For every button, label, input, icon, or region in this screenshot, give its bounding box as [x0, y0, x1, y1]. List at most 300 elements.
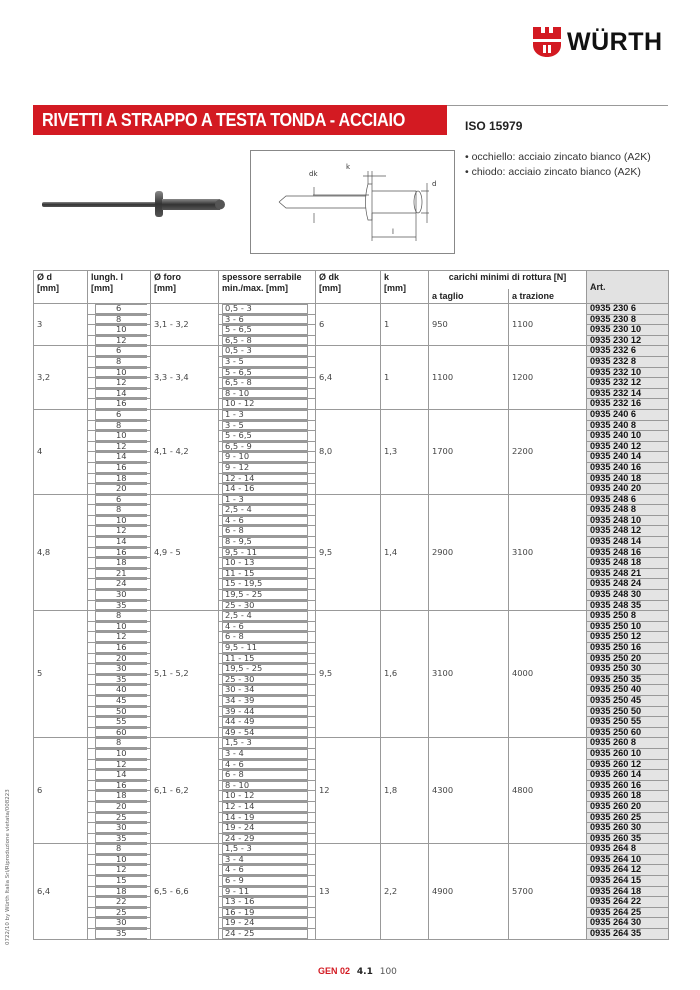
cell-grip-range: [219, 812, 316, 823]
materials-list: [465, 150, 651, 180]
cell-diameter: 4,8: [34, 494, 88, 611]
cell-length: [88, 579, 151, 590]
label-l: l: [392, 228, 394, 236]
length-value: 14: [95, 537, 147, 547]
cell-length: [88, 505, 151, 516]
length-value: 12: [95, 760, 147, 770]
cell-article-number: 0935 264 30: [587, 918, 669, 929]
grip-range-value: 14 - 19: [222, 813, 308, 823]
length-value: 14: [95, 452, 147, 462]
cell-article-number: 0935 248 21: [587, 568, 669, 579]
table-row: [34, 494, 669, 505]
cell-article-number: 0935 264 12: [587, 865, 669, 876]
footer-page-number: 100: [379, 967, 397, 977]
cell-article-number: 0935 250 20: [587, 653, 669, 664]
cell-head-diameter: 9,5: [316, 494, 381, 611]
length-value: 16: [95, 781, 147, 791]
cell-length: [88, 918, 151, 929]
cell-length: [88, 494, 151, 505]
header-dk-unit: [mm]: [319, 283, 341, 293]
cell-tension-load: 4000: [509, 611, 587, 738]
cell-length: [88, 674, 151, 685]
length-value: 6: [95, 495, 147, 505]
header-diameter-name: Ø d: [37, 272, 52, 282]
page-footer: [318, 966, 397, 977]
grip-range-value: 44 - 49: [222, 717, 308, 727]
footer-section: GEN 02: [318, 966, 351, 976]
grip-range-value: 12 - 14: [222, 802, 308, 812]
cell-article-number: 0935 232 14: [587, 388, 669, 399]
length-value: 12: [95, 865, 147, 875]
grip-range-value: 11 - 15: [222, 569, 308, 579]
grip-range-value: 19 - 24: [222, 823, 308, 833]
cell-article-number: 0935 248 18: [587, 558, 669, 569]
cell-grip-range: [219, 706, 316, 717]
cell-length: [88, 304, 151, 315]
cell-article-number: 0935 250 12: [587, 632, 669, 643]
label-k: k: [346, 163, 351, 171]
cell-grip-range: [219, 505, 316, 516]
cell-grip-range: [219, 674, 316, 685]
cell-article-number: 0935 230 8: [587, 314, 669, 325]
cell-article-number: 0935 248 16: [587, 547, 669, 558]
rivet-spec-table: [33, 270, 669, 940]
cell-article-number: 0935 232 16: [587, 399, 669, 410]
cell-hole: 5,1 - 5,2: [151, 611, 219, 738]
length-value: 8: [95, 738, 147, 748]
cell-length: [88, 717, 151, 728]
cell-head-height: 1,4: [381, 494, 429, 611]
grip-range-value: 5 - 6,5: [222, 431, 308, 441]
cell-article-number: 0935 248 14: [587, 537, 669, 548]
cell-length: [88, 441, 151, 452]
length-value: 10: [95, 431, 147, 441]
length-value: 30: [95, 664, 147, 674]
length-value: 35: [95, 834, 147, 844]
table-row: [34, 738, 669, 749]
cell-grip-range: [219, 897, 316, 908]
length-value: 22: [95, 897, 147, 907]
length-value: 20: [95, 802, 147, 812]
cell-head-height: 2,2: [381, 844, 429, 939]
cell-hole: 6,5 - 6,6: [151, 844, 219, 939]
cell-head-diameter: 12: [316, 738, 381, 844]
cell-grip-range: [219, 526, 316, 537]
length-value: 16: [95, 463, 147, 473]
length-value: 18: [95, 887, 147, 897]
cell-tension-load: 1100: [509, 304, 587, 346]
cell-hole: 6,1 - 6,2: [151, 738, 219, 844]
grip-range-value: 6,5 - 8: [222, 378, 308, 388]
cell-length: [88, 897, 151, 908]
length-value: 16: [95, 399, 147, 409]
cell-article-number: 0935 248 30: [587, 590, 669, 601]
cell-article-number: 0935 232 12: [587, 378, 669, 389]
cell-article-number: 0935 260 16: [587, 780, 669, 791]
cell-head-height: 1: [381, 346, 429, 410]
cell-grip-range: [219, 929, 316, 940]
grip-range-value: 9 - 10: [222, 452, 308, 462]
length-value: 18: [95, 558, 147, 568]
length-value: 14: [95, 389, 147, 399]
grip-range-value: 49 - 54: [222, 728, 308, 738]
cell-article-number: 0935 240 14: [587, 452, 669, 463]
cell-article-number: 0935 260 25: [587, 812, 669, 823]
length-value: 45: [95, 696, 147, 706]
grip-range-value: 2,5 - 4: [222, 611, 308, 621]
cell-head-diameter: 9,5: [316, 611, 381, 738]
grip-range-value: 5 - 6,5: [222, 325, 308, 335]
cell-grip-range: [219, 759, 316, 770]
length-value: 12: [95, 378, 147, 388]
cell-article-number: 0935 248 24: [587, 579, 669, 590]
cell-grip-range: [219, 441, 316, 452]
cell-diameter: 6,4: [34, 844, 88, 939]
cell-article-number: 0935 264 8: [587, 844, 669, 855]
grip-range-value: 9 - 11: [222, 887, 308, 897]
cell-article-number: 0935 240 6: [587, 409, 669, 420]
grip-range-value: 3 - 6: [222, 315, 308, 325]
cell-article-number: 0935 248 35: [587, 600, 669, 611]
cell-hole: 3,3 - 3,4: [151, 346, 219, 410]
grip-range-value: 9,5 - 11: [222, 643, 308, 653]
cell-article-number: 0935 264 25: [587, 907, 669, 918]
cell-grip-range: [219, 695, 316, 706]
cell-article-number: 0935 260 14: [587, 770, 669, 781]
header-head-height: [381, 271, 429, 304]
length-value: 35: [95, 601, 147, 611]
length-value: 25: [95, 908, 147, 918]
cell-grip-range: [219, 918, 316, 929]
cell-grip-range: [219, 685, 316, 696]
cell-diameter: 4: [34, 409, 88, 494]
cell-grip-range: [219, 632, 316, 643]
grip-range-value: 9,5 - 11: [222, 548, 308, 558]
header-length-unit: [mm]: [91, 283, 113, 293]
length-value: 14: [95, 770, 147, 780]
length-value: 8: [95, 611, 147, 621]
length-value: 8: [95, 315, 147, 325]
length-value: 10: [95, 749, 147, 759]
cell-grip-range: [219, 515, 316, 526]
cell-grip-range: [219, 643, 316, 654]
cell-article-number: 0935 250 45: [587, 695, 669, 706]
cell-length: [88, 801, 151, 812]
header-hole-name: Ø foro: [154, 272, 181, 282]
cell-article-number: 0935 260 8: [587, 738, 669, 749]
cell-grip-range: [219, 780, 316, 791]
grip-range-value: 16 - 19: [222, 908, 308, 918]
cell-length: [88, 653, 151, 664]
length-value: 6: [95, 410, 147, 420]
cell-length: [88, 388, 151, 399]
length-value: 10: [95, 516, 147, 526]
cell-length: [88, 611, 151, 622]
header-k-unit: [mm]: [384, 283, 406, 293]
grip-range-value: 4 - 6: [222, 760, 308, 770]
cell-hole: 4,9 - 5: [151, 494, 219, 611]
cell-length: [88, 462, 151, 473]
cell-length: [88, 770, 151, 781]
cell-article-number: 0935 230 6: [587, 304, 669, 315]
cell-article-number: 0935 260 35: [587, 833, 669, 844]
grip-range-value: 6 - 8: [222, 770, 308, 780]
header-length: [88, 271, 151, 304]
cell-grip-range: [219, 823, 316, 834]
cell-length: [88, 695, 151, 706]
cell-shear-load: 3100: [429, 611, 509, 738]
grip-range-value: 6 - 8: [222, 526, 308, 536]
cell-length: [88, 886, 151, 897]
cell-length: [88, 356, 151, 367]
cell-length: [88, 409, 151, 420]
cell-article-number: 0935 240 12: [587, 441, 669, 452]
cell-grip-range: [219, 494, 316, 505]
grip-range-value: 3 - 5: [222, 357, 308, 367]
cell-article-number: 0935 264 35: [587, 929, 669, 940]
cell-length: [88, 844, 151, 855]
cell-grip-range: [219, 717, 316, 728]
length-value: 12: [95, 526, 147, 536]
header-loads: carichi minimi di rottura [N]: [429, 271, 587, 290]
cell-length: [88, 812, 151, 823]
cell-grip-range: [219, 770, 316, 781]
cell-length: [88, 823, 151, 834]
cell-length: [88, 399, 151, 410]
length-value: 8: [95, 421, 147, 431]
cell-grip-range: [219, 590, 316, 601]
cell-shear-load: 4900: [429, 844, 509, 939]
length-value: 35: [95, 929, 147, 939]
header-grip-range: [219, 271, 316, 304]
cell-grip-range: [219, 462, 316, 473]
header-tension: a trazione: [509, 289, 587, 304]
cell-grip-range: [219, 431, 316, 442]
cell-grip-range: [219, 738, 316, 749]
header-hole: [151, 271, 219, 304]
cell-hole: 4,1 - 4,2: [151, 409, 219, 494]
cell-grip-range: [219, 907, 316, 918]
cell-grip-range: [219, 537, 316, 548]
cell-article-number: 0935 240 20: [587, 484, 669, 495]
cell-article-number: 0935 250 50: [587, 706, 669, 717]
cell-article-number: 0935 260 10: [587, 748, 669, 759]
grip-range-value: 34 - 39: [222, 696, 308, 706]
grip-range-value: 10 - 13: [222, 558, 308, 568]
cell-grip-range: [219, 568, 316, 579]
cell-shear-load: 1700: [429, 409, 509, 494]
grip-range-value: 0,5 - 3: [222, 304, 308, 314]
grip-range-value: 8 - 9,5: [222, 537, 308, 547]
grip-range-value: 4 - 6: [222, 622, 308, 632]
cell-tension-load: 1200: [509, 346, 587, 410]
cell-length: [88, 600, 151, 611]
grip-range-value: 24 - 25: [222, 929, 308, 939]
cell-grip-range: [219, 621, 316, 632]
cell-length: [88, 484, 151, 495]
cell-length: [88, 907, 151, 918]
cell-article-number: 0935 230 10: [587, 325, 669, 336]
cell-grip-range: [219, 611, 316, 622]
cell-grip-range: [219, 833, 316, 844]
cell-grip-range: [219, 886, 316, 897]
cell-article-number: 0935 264 10: [587, 854, 669, 865]
cell-length: [88, 335, 151, 346]
length-value: 30: [95, 823, 147, 833]
cell-head-height: 1,8: [381, 738, 429, 844]
grip-range-value: 3 - 4: [222, 749, 308, 759]
table-row: [34, 304, 669, 315]
cell-article-number: 0935 240 16: [587, 462, 669, 473]
length-value: 8: [95, 844, 147, 854]
length-value: 40: [95, 685, 147, 695]
cell-article-number: 0935 250 40: [587, 685, 669, 696]
cell-length: [88, 515, 151, 526]
grip-range-value: 1 - 3: [222, 495, 308, 505]
cell-article-number: 0935 250 60: [587, 727, 669, 738]
cell-length: [88, 473, 151, 484]
cell-grip-range: [219, 452, 316, 463]
grip-range-value: 19 - 24: [222, 918, 308, 928]
brand-name: WÜRTH: [567, 27, 663, 56]
grip-range-value: 1,5 - 3: [222, 738, 308, 748]
cell-length: [88, 876, 151, 887]
cell-head-diameter: 6,4: [316, 346, 381, 410]
cell-grip-range: [219, 346, 316, 357]
cell-length: [88, 621, 151, 632]
cell-length: [88, 632, 151, 643]
grip-range-value: 1 - 3: [222, 410, 308, 420]
cell-grip-range: [219, 558, 316, 569]
header-grip-unit: min./max. [mm]: [222, 283, 289, 293]
cell-article-number: 0935 248 8: [587, 505, 669, 516]
iso-standard: ISO 15979: [465, 119, 523, 133]
cell-grip-range: [219, 314, 316, 325]
cell-grip-range: [219, 801, 316, 812]
grip-range-value: 19,5 - 25: [222, 590, 308, 600]
header-head-diameter: [316, 271, 381, 304]
cell-article-number: 0935 240 8: [587, 420, 669, 431]
cell-head-height: 1,6: [381, 611, 429, 738]
cell-grip-range: [219, 388, 316, 399]
header-length-name: lungh. l: [91, 272, 123, 282]
grip-range-value: 12 - 14: [222, 474, 308, 484]
grip-range-value: 15 - 19,5: [222, 579, 308, 589]
length-value: 18: [95, 474, 147, 484]
cell-length: [88, 547, 151, 558]
cell-head-diameter: 13: [316, 844, 381, 939]
table-body: [34, 304, 669, 940]
cell-head-height: 1: [381, 304, 429, 346]
cell-length: [88, 748, 151, 759]
footer-chapter: 4.1: [356, 967, 373, 977]
cell-article-number: 0935 260 18: [587, 791, 669, 802]
grip-range-value: 4 - 6: [222, 516, 308, 526]
grip-range-value: 3 - 5: [222, 421, 308, 431]
cell-article-number: 0935 250 30: [587, 664, 669, 675]
length-value: 10: [95, 855, 147, 865]
cell-grip-range: [219, 356, 316, 367]
cell-grip-range: [219, 876, 316, 887]
cell-length: [88, 590, 151, 601]
cell-length: [88, 314, 151, 325]
length-value: 8: [95, 505, 147, 515]
cell-length: [88, 664, 151, 675]
grip-range-value: 6,5 - 8: [222, 336, 308, 346]
cell-shear-load: 4300: [429, 738, 509, 844]
title-divider: [447, 105, 668, 106]
cell-grip-range: [219, 304, 316, 315]
length-value: 10: [95, 368, 147, 378]
cell-shear-load: 1100: [429, 346, 509, 410]
material-item: • occhiello: acciaio zincato bianco (A2K): [465, 150, 651, 165]
cell-tension-load: 4800: [509, 738, 587, 844]
grip-range-value: 10 - 12: [222, 791, 308, 801]
cell-grip-range: [219, 484, 316, 495]
cell-length: [88, 558, 151, 569]
cell-article-number: 0935 232 6: [587, 346, 669, 357]
cell-length: [88, 738, 151, 749]
cell-length: [88, 706, 151, 717]
table-row: [34, 611, 669, 622]
cell-length: [88, 727, 151, 738]
cell-article-number: 0935 264 18: [587, 886, 669, 897]
grip-range-value: 8 - 10: [222, 781, 308, 791]
header-diameter-unit: [mm]: [37, 283, 59, 293]
cell-article-number: 0935 248 10: [587, 515, 669, 526]
cell-tension-load: 5700: [509, 844, 587, 939]
length-value: 12: [95, 442, 147, 452]
cell-length: [88, 568, 151, 579]
header-shear: a taglio: [429, 289, 509, 304]
cell-length: [88, 643, 151, 654]
cell-article-number: 0935 260 12: [587, 759, 669, 770]
cell-tension-load: 2200: [509, 409, 587, 494]
length-value: 15: [95, 876, 147, 886]
cell-article-number: 0935 232 8: [587, 356, 669, 367]
length-value: 10: [95, 325, 147, 335]
length-value: 6: [95, 346, 147, 356]
cell-grip-range: [219, 791, 316, 802]
length-value: 6: [95, 304, 147, 314]
grip-range-value: 14 - 16: [222, 484, 308, 494]
cell-article-number: 0935 240 10: [587, 431, 669, 442]
cell-article-number: 0935 240 18: [587, 473, 669, 484]
length-value: 20: [95, 484, 147, 494]
cell-grip-range: [219, 378, 316, 389]
cell-grip-range: [219, 748, 316, 759]
grip-range-value: 24 - 29: [222, 834, 308, 844]
cell-grip-range: [219, 664, 316, 675]
length-value: 18: [95, 791, 147, 801]
cell-length: [88, 526, 151, 537]
cell-diameter: 3,2: [34, 346, 88, 410]
rivet-diagram: [250, 150, 455, 254]
cell-grip-range: [219, 399, 316, 410]
cell-grip-range: [219, 727, 316, 738]
cell-diameter: 5: [34, 611, 88, 738]
length-value: 8: [95, 357, 147, 367]
length-value: 20: [95, 654, 147, 664]
cell-article-number: 0935 250 55: [587, 717, 669, 728]
cell-head-diameter: 6: [316, 304, 381, 346]
cell-length: [88, 685, 151, 696]
label-d: d: [432, 180, 437, 188]
cell-length: [88, 791, 151, 802]
cell-grip-range: [219, 335, 316, 346]
rivet-photo: [40, 185, 230, 229]
grip-range-value: 25 - 30: [222, 675, 308, 685]
